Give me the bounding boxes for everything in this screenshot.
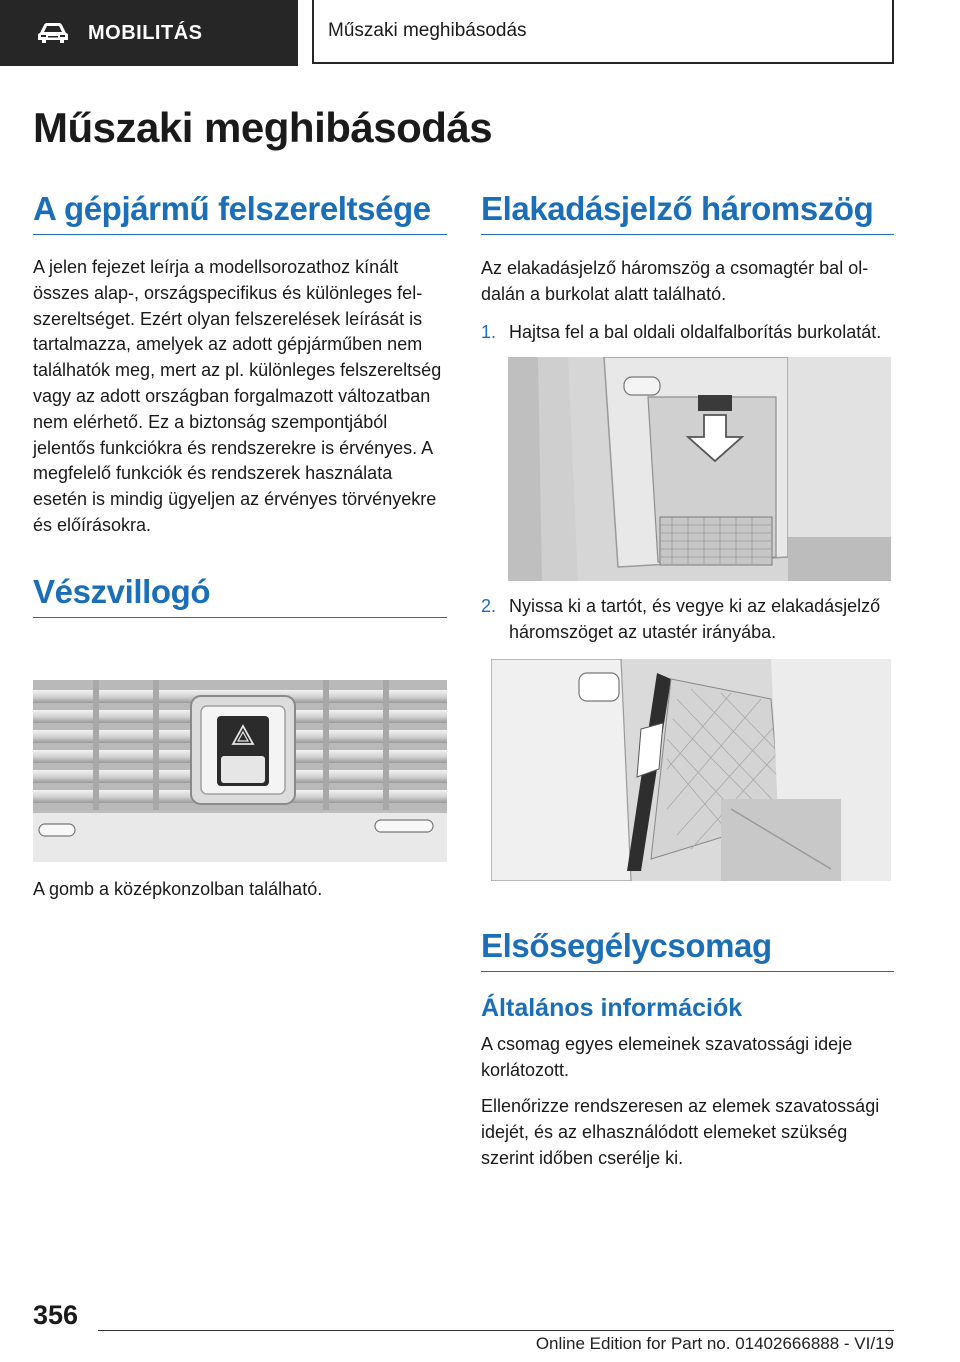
car-icon [36, 22, 70, 44]
equipment-heading: A gépjármű felszereltsége [33, 190, 447, 235]
footer-divider [98, 1330, 894, 1331]
chapter-label: Műszaki meghibásodás [328, 20, 527, 41]
trim-panel-figure [508, 357, 891, 581]
hazard-caption: A gomb a középkonzolban található. [33, 878, 323, 899]
step-number: 1. [481, 322, 497, 342]
firstaid-paragraph-2: Ellenőrizze rendszeresen az elemek szavatossági idejét, és az elhasználódott elemeket szükség szerint időben cserélje ki. [481, 1096, 880, 1168]
step-2 [481, 593, 894, 645]
step-text: Hajtsa fel a bal oldali oldalfalborítás burkolatát. [509, 322, 882, 342]
page-title: Műszaki meghibásodás [33, 104, 493, 151]
running-header [0, 0, 960, 66]
page-number: 356 [33, 1300, 79, 1330]
firstaid-heading: Elsősegélycsomag [481, 927, 894, 972]
chapter-tab[interactable] [312, 0, 894, 64]
firstaid-paragraph-1: A csomag egyes elemeinek szavatossági ideje korlátozott. [481, 1034, 853, 1080]
right-column [481, 190, 894, 1171]
firstaid-subheading: Általános információk [481, 994, 743, 1022]
triangle-intro: Az elakadásjelző háromszög a csomagtér bal oldalán a burkolat alatt található. [481, 258, 869, 304]
triangle-holder-figure [491, 659, 891, 881]
section-tab[interactable] [0, 0, 298, 66]
section-label: MOBILITÁS [88, 21, 203, 44]
edition-label: Online Edition for Part no. 01402666888 - VI/19 [535, 1334, 894, 1353]
triangle-heading: Elakadásjelző háromszög [481, 190, 894, 235]
step-1 [481, 319, 894, 345]
step-text: Nyissa ki a tartót, és vegye ki az elakadásjelző háromszöget az utastér irányába. [509, 596, 881, 642]
hazard-heading: Vészvillogó [33, 573, 447, 618]
left-column [33, 190, 447, 902]
hazard-button-figure [33, 640, 447, 862]
step-number: 2. [481, 596, 497, 616]
equipment-body: A jelen fejezet leírja a modellsorozathoz kínált összes alap-, országspecifikus és különleges felszereltséget. Ezért olyan felszerelések leírását is tartalmazza, amelyek az adott gépjárműben nem találhatók meg, mert az pl. különleges felszereltség vagy az adott országban forgalmazott változatban nem elérhető. Ez a biztonság szempontjából jelentős funkciókra és rendszerekre is érvényes. A megfelelő funkciók és rendszerek használata esetén is mindig ügyeljen az érvényes törvényekre és előírásokra. [33, 257, 442, 535]
